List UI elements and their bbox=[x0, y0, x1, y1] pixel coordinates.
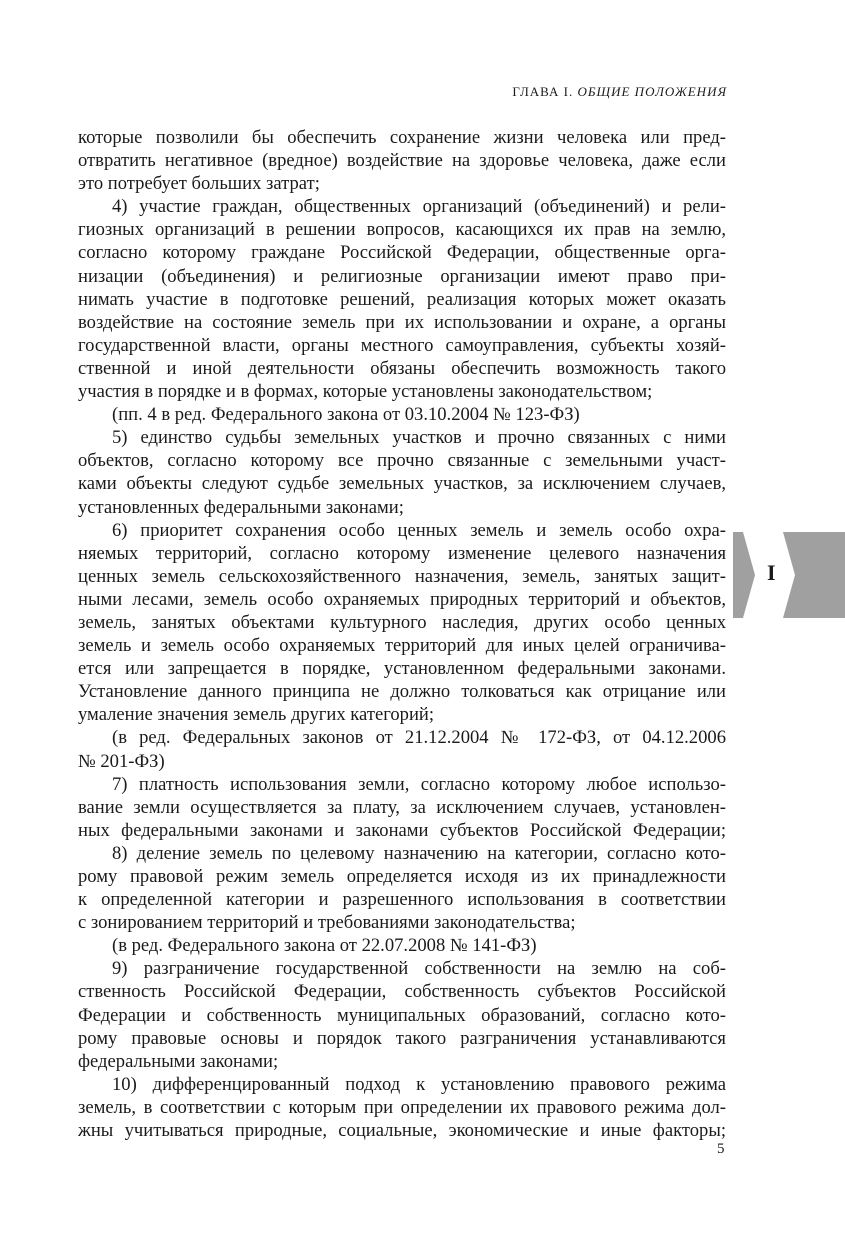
text-line: № 201-ФЗ) bbox=[78, 750, 165, 772]
chapter-title: ОБЩИЕ ПОЛОЖЕНИЯ bbox=[577, 84, 727, 99]
text-line: участия в порядке и в формах, которые установлены законодательством; bbox=[78, 381, 653, 403]
text-line: Федерации и собственность муниципальных образований, согласно кото- bbox=[78, 1004, 726, 1026]
text-line: государственной власти, органы местного самоуправления, субъекты хозяй- bbox=[78, 334, 726, 356]
text-line: (в ред. Федеральных законов от 21.12.2004 № 172-ФЗ, от 04.12.2006 bbox=[112, 727, 726, 749]
text-line: рому правовой режим земель определяется исходя из их принадлежности bbox=[78, 866, 726, 887]
text-line: к определенной категории и разрешенного использования в соответствии bbox=[78, 889, 726, 911]
text-line: отвратить негативное (вредное) воздействие на здоровье человека, даже если bbox=[78, 150, 726, 172]
text-line: гиозных организаций в решении вопросов, касающихся их прав на землю, bbox=[78, 219, 726, 241]
text-line: ственной и иной деятельности обязаны обеспечить возможность такого bbox=[78, 357, 726, 379]
text-line: нимать участие в подготовке решений, реализация которых может оказать bbox=[78, 288, 726, 310]
text-line: рому правовые основы и порядок такого разграничения устанавливаются bbox=[78, 1027, 726, 1049]
text-line: земель и земель особо охраняемых территорий для иных целей ограничива- bbox=[78, 635, 726, 657]
text-line: 7) платность использования земли, согласно которому любое использо- bbox=[112, 773, 726, 795]
text-line: 9) разграничение государственной собственности на землю на соб- bbox=[112, 958, 726, 980]
page-number: 5 bbox=[717, 1141, 725, 1157]
text-line: ными лесами, земель особо охраняемых природных территорий и объектов, bbox=[78, 588, 726, 610]
text-line: (в ред. Федерального закона от 22.07.2008 № 141-ФЗ) bbox=[112, 935, 537, 957]
text-line: федеральными законами; bbox=[78, 1050, 279, 1072]
text-line: установленных федеральными законами; bbox=[78, 496, 404, 518]
text-line: это потребует больших затрат; bbox=[78, 173, 320, 195]
text-line: ценных земель сельскохозяйственного назначения, земель, занятых защит- bbox=[78, 565, 726, 587]
text-line: с зонированием территорий и требованиями законодательства; bbox=[78, 912, 576, 934]
text-line: ется или запрещается в порядке, установленном федеральными законами. bbox=[78, 658, 726, 680]
chapter-tab-label: I bbox=[767, 560, 776, 585]
text-line: жны учитываться природные, социальные, экономические и иные факторы; bbox=[78, 1120, 726, 1142]
text-line: 10) дифференцированный подход к установлению правового режима bbox=[112, 1073, 726, 1095]
running-header bbox=[512, 84, 727, 100]
text-line: ственность Российской Федерации, собственность субъектов Российской bbox=[78, 981, 726, 1003]
text-line: объектов, согласно которому все прочно связанные с земельными участ- bbox=[78, 450, 726, 472]
text-line: 4) участие граждан, общественных организаций (объединений) и рели- bbox=[112, 196, 726, 218]
text-line: 6) приоритет сохранения особо ценных земель и земель особо охра- bbox=[112, 519, 726, 541]
text-line: умаление значения земель других категорий; bbox=[78, 704, 435, 726]
text-line: няемых территорий, согласно которому изменение целевого назначения bbox=[78, 542, 726, 564]
text-line: 5) единство судьбы земельных участков и прочно связанных с ними bbox=[112, 427, 726, 449]
text-line: ками объекты следуют судьбе земельных участков, за исключением случаев, bbox=[78, 473, 726, 495]
text-line: низации (объединения) и религиозные организации имеют право при- bbox=[78, 265, 726, 287]
chapter-label: ГЛАВА I. bbox=[512, 84, 574, 99]
chapter-thumb-tab bbox=[733, 532, 845, 618]
text-line: которые позволили бы обеспечить сохранение жизни человека или пред- bbox=[78, 127, 726, 148]
text-line: Установление данного принципа не должно толковаться как отрицание или bbox=[78, 681, 726, 703]
chapter-tab-shape bbox=[733, 532, 845, 618]
text-line: земель, в соответствии с которым при определении их правового режима дол- bbox=[78, 1096, 726, 1118]
text-line: вание земли осуществляется за плату, за исключением случаев, установлен- bbox=[78, 796, 726, 818]
text-line: (пп. 4 в ред. Федерального закона от 03.10.2004 № 123-ФЗ) bbox=[112, 404, 580, 426]
text-line: согласно которому граждане Российской Федерации, общественные орга- bbox=[78, 242, 726, 264]
text-line: воздействие на состояние земель при их использовании и охране, а органы bbox=[78, 311, 726, 333]
body-text bbox=[78, 126, 726, 1142]
text-line: земель, занятых объектами культурного наследия, других особо ценных bbox=[78, 611, 726, 633]
text-line: ных федеральными законами и законами субъектов Российской Федерации; bbox=[78, 819, 726, 841]
text-line: 8) деление земель по целевому назначению на категории, согласно кото- bbox=[112, 842, 726, 864]
